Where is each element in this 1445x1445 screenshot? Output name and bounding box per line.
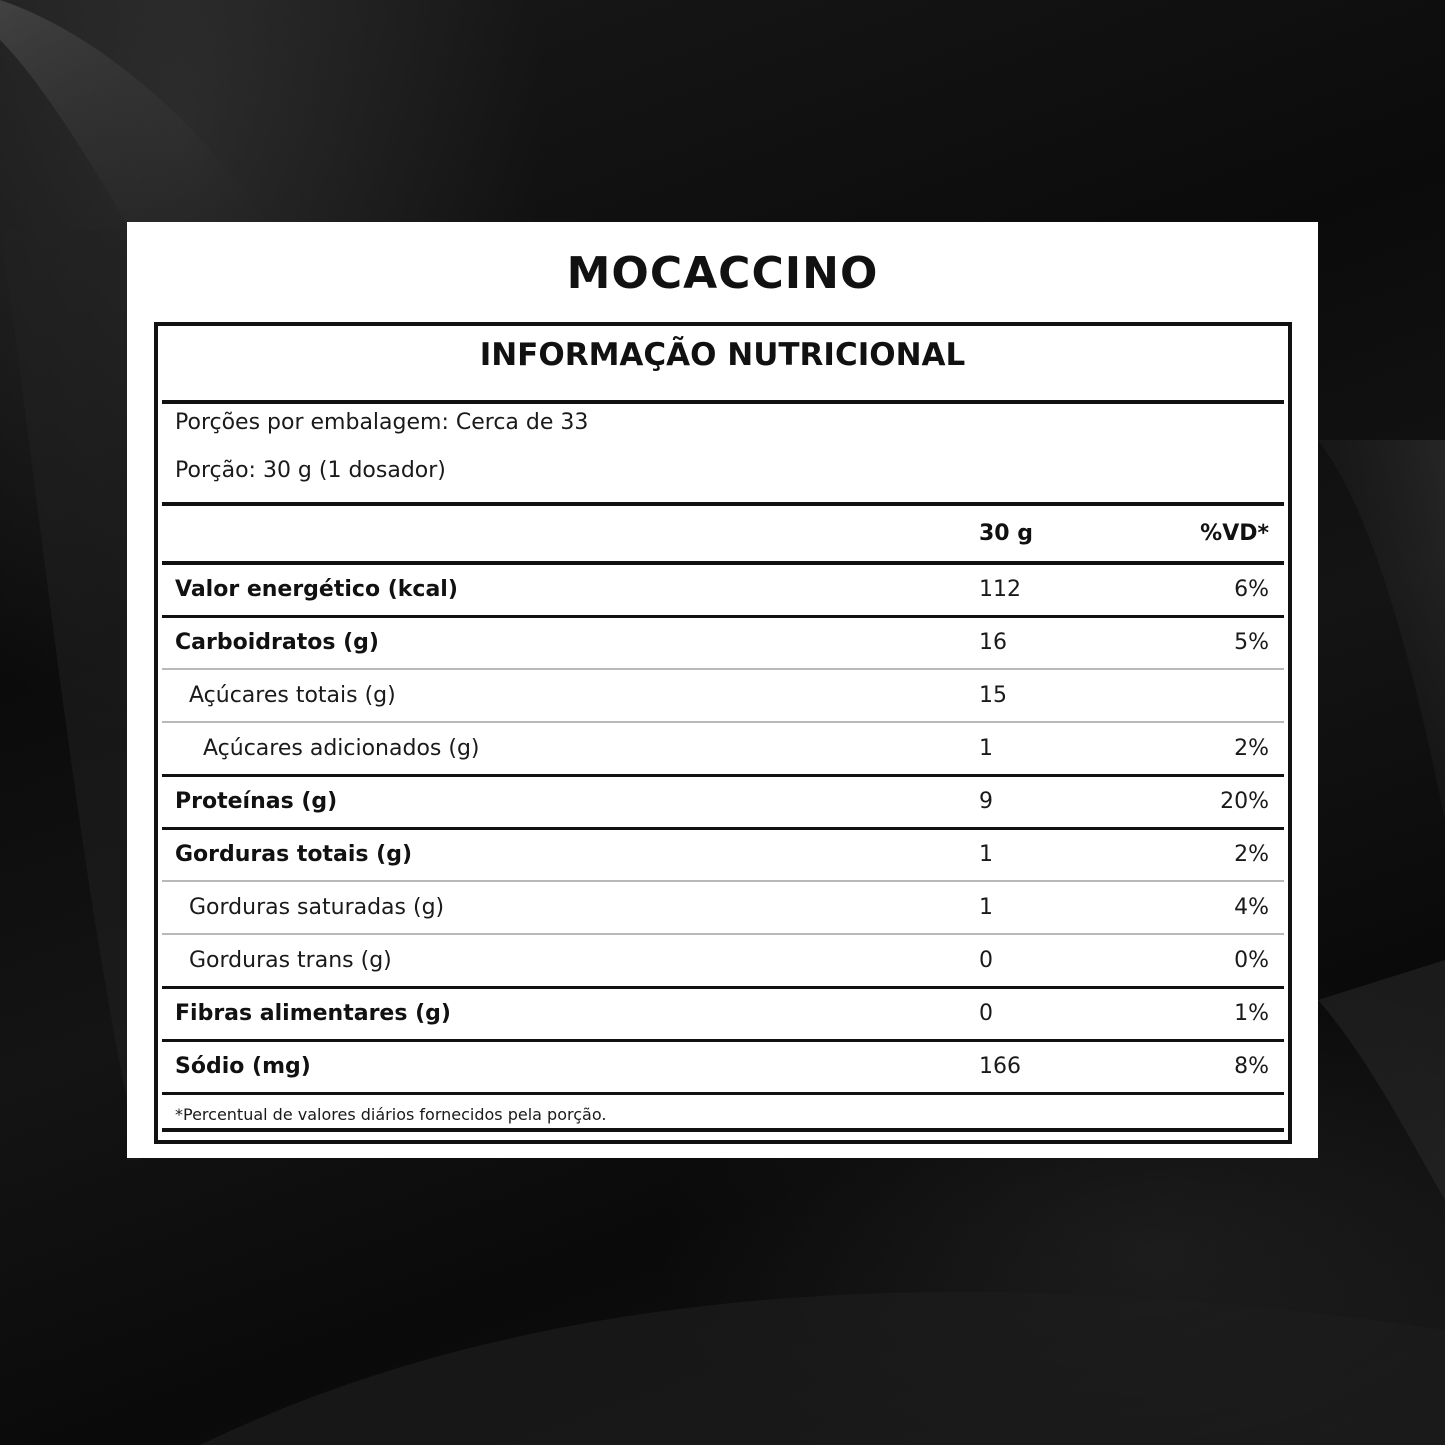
nutrient-amount: 15: [979, 683, 1007, 708]
row-divider: [162, 668, 1284, 670]
row-divider: [162, 1092, 1284, 1095]
nutrient-label: Açúcares totais (g): [189, 683, 396, 708]
nutrient-daily-value: 6%: [1234, 577, 1269, 602]
column-header-amount: 30 g: [979, 521, 1034, 546]
nutrient-amount: 166: [979, 1054, 1021, 1079]
row-divider: [162, 933, 1284, 935]
nutrient-amount: 112: [979, 577, 1021, 602]
nutrient-daily-value: 2%: [1234, 842, 1269, 867]
nutrient-label: Proteínas (g): [175, 789, 338, 814]
servings-per-package: Porções por embalagem: Cerca de 33: [175, 410, 589, 435]
nutrient-label: Gorduras totais (g): [175, 842, 413, 867]
row-divider: [162, 986, 1284, 989]
footnote: *Percentual de valores diários fornecidos pela porção.: [175, 1105, 607, 1124]
nutrient-label: Valor energético (kcal): [175, 577, 458, 602]
nutrient-label: Fibras alimentares (g): [175, 1001, 451, 1026]
serving-size: Porção: 30 g (1 dosador): [175, 458, 446, 483]
nutrient-amount: 16: [979, 630, 1007, 655]
product-title: MOCACCINO: [566, 248, 879, 299]
nutrient-daily-value: 8%: [1234, 1054, 1269, 1079]
nutrient-daily-value: 5%: [1234, 630, 1269, 655]
row-divider: [162, 1039, 1284, 1042]
nutrient-daily-value: 20%: [1220, 789, 1269, 814]
nutrient-amount: 1: [979, 895, 993, 920]
row-divider: [162, 827, 1284, 830]
nutrient-amount: 1: [979, 736, 993, 761]
nutrient-label: Sódio (mg): [175, 1054, 311, 1079]
column-header-daily-value: %VD*: [1200, 521, 1269, 546]
nutrient-label: Carboidratos (g): [175, 630, 379, 655]
nutrient-daily-value: 4%: [1234, 895, 1269, 920]
nutrient-label: Açúcares adicionados (g): [203, 736, 480, 761]
nutrition-heading: INFORMAÇÃO NUTRICIONAL: [479, 337, 966, 373]
nutrient-daily-value: 1%: [1234, 1001, 1269, 1026]
row-divider: [162, 880, 1284, 882]
row-divider: [162, 721, 1284, 723]
row-divider: [162, 615, 1284, 618]
divider-serving: [162, 502, 1284, 506]
divider-columns: [162, 561, 1284, 565]
nutrient-daily-value: 0%: [1234, 948, 1269, 973]
divider-heading: [162, 400, 1284, 404]
divider-bottom: [162, 1128, 1284, 1132]
nutrient-amount: 0: [979, 948, 993, 973]
nutrient-amount: 1: [979, 842, 993, 867]
nutrient-label: Gorduras saturadas (g): [189, 895, 445, 920]
nutrient-amount: 0: [979, 1001, 993, 1026]
row-divider: [162, 774, 1284, 777]
nutrient-label: Gorduras trans (g): [189, 948, 392, 973]
nutrient-amount: 9: [979, 789, 993, 814]
nutrient-daily-value: 2%: [1234, 736, 1269, 761]
